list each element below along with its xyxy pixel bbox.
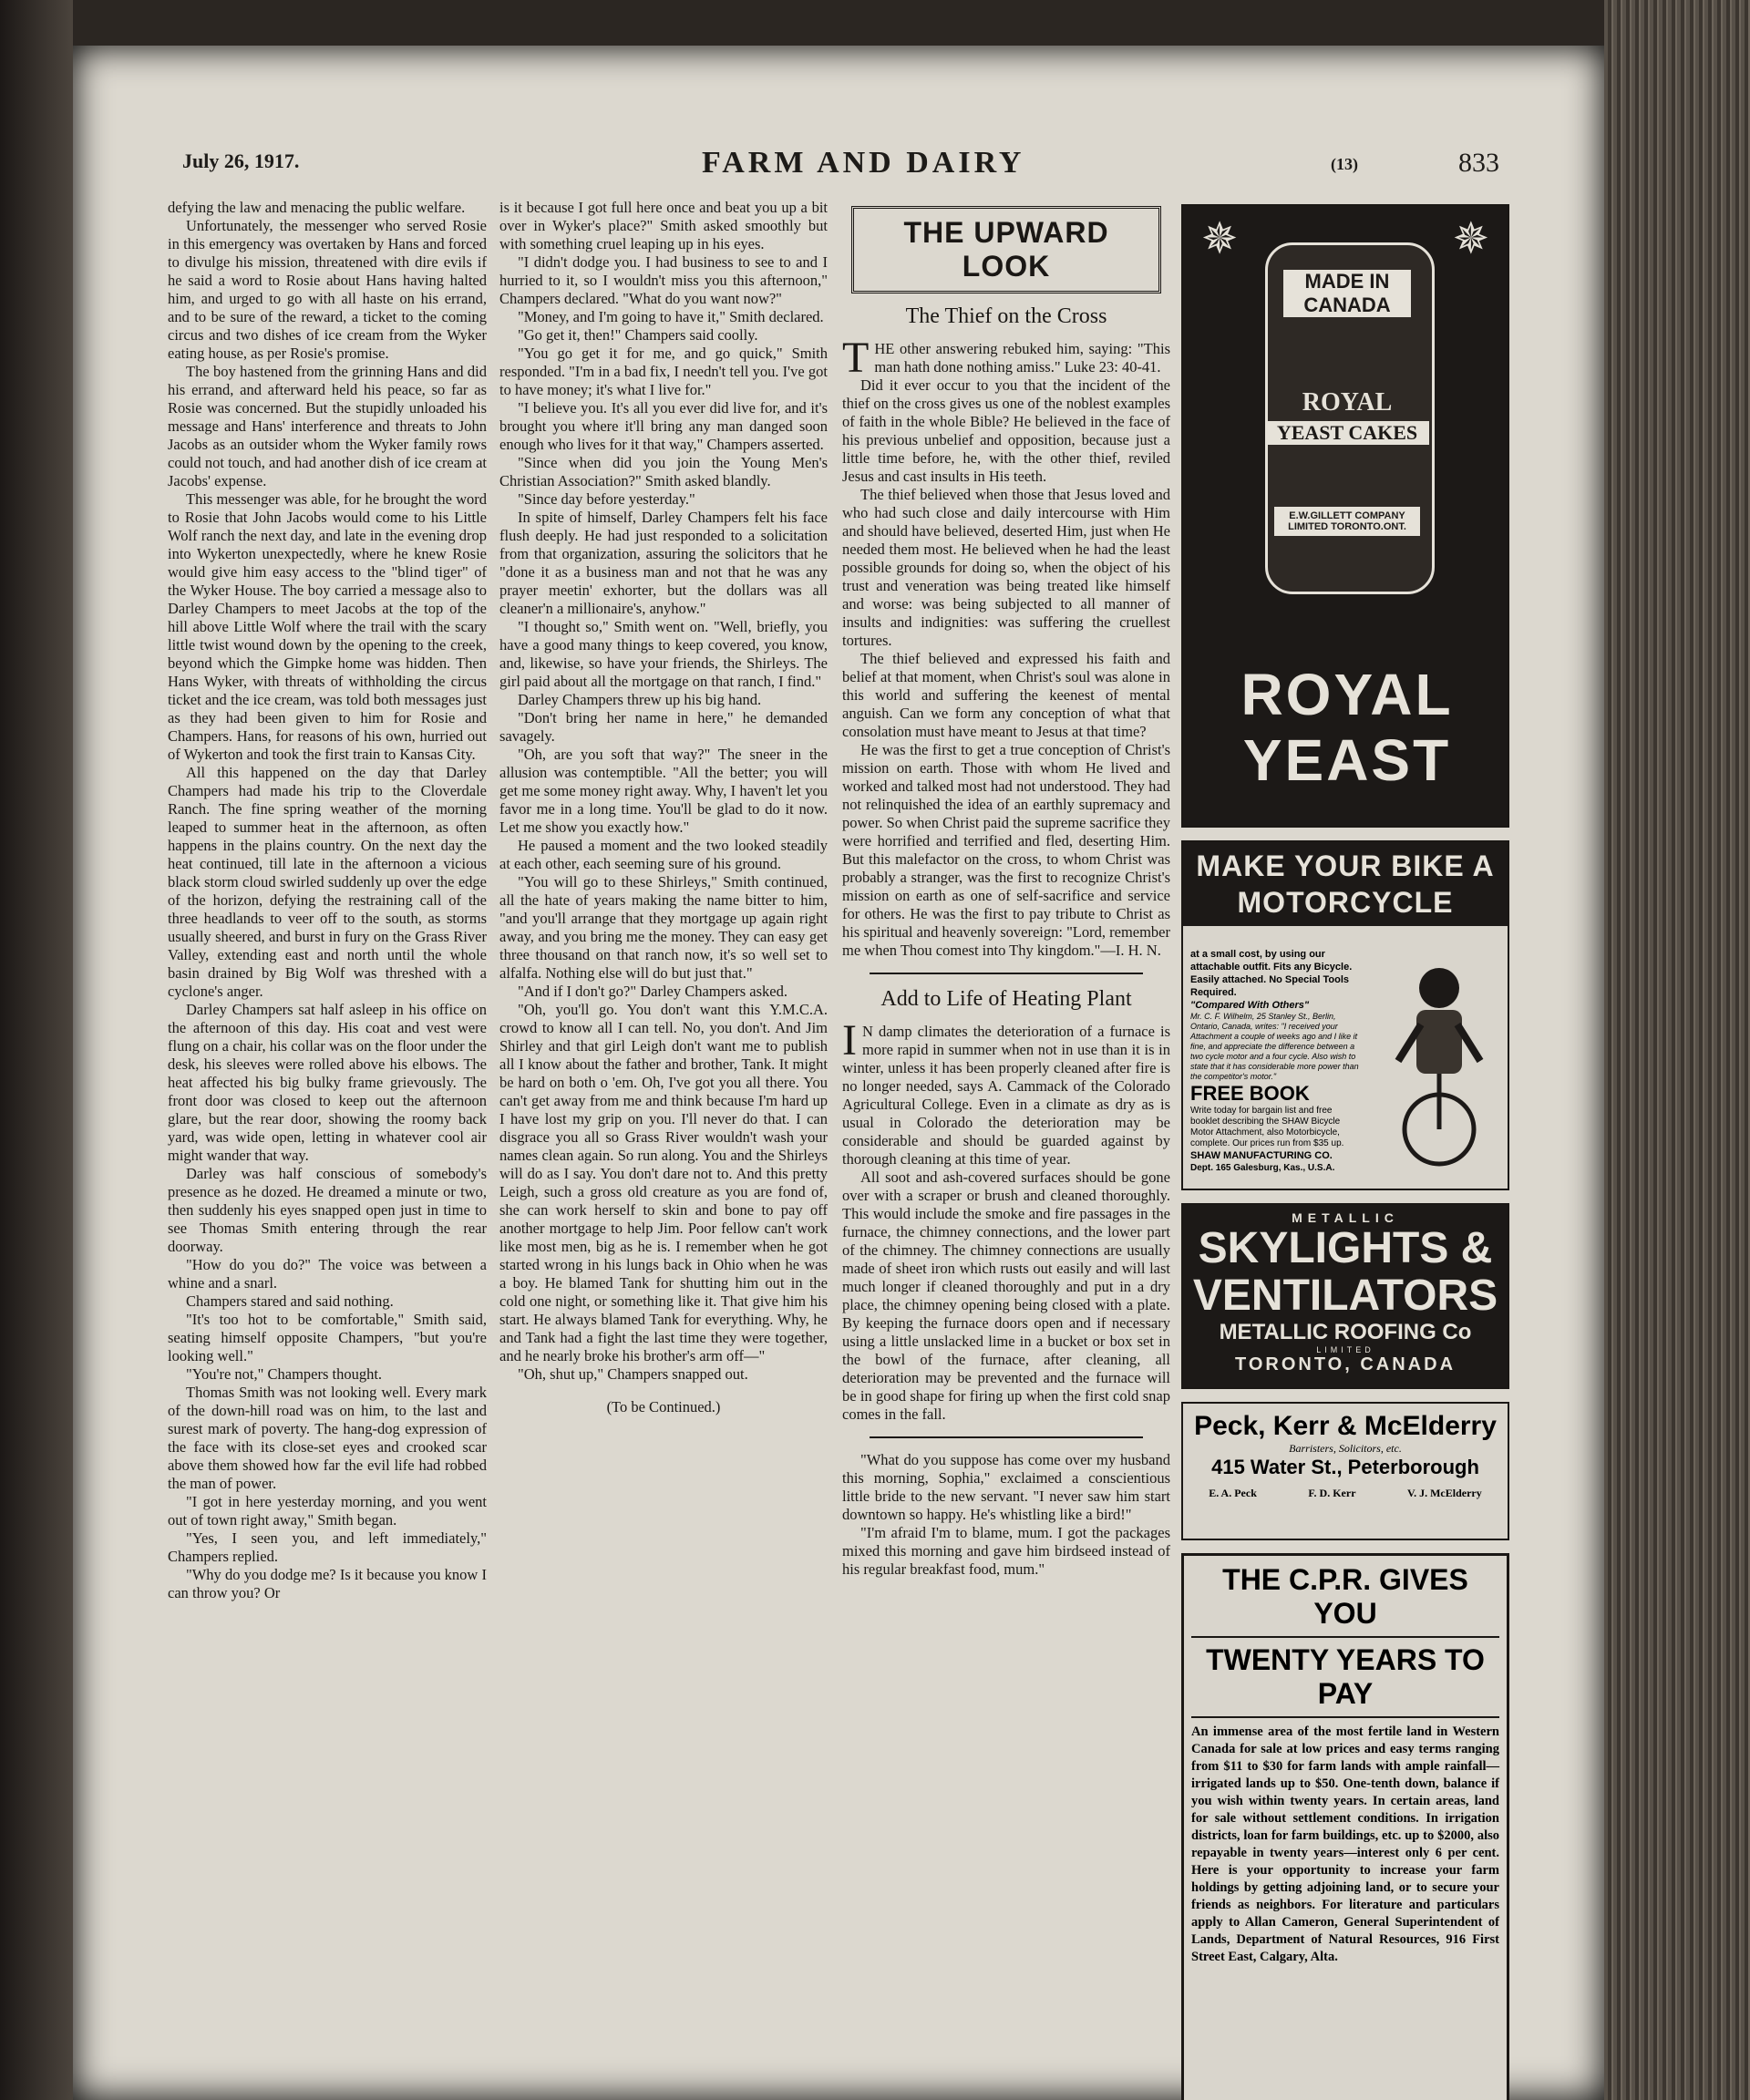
- paragraph: "Since when did you join the Young Men's Christian Association?" Smith asked blandly.: [499, 454, 828, 489]
- paragraph: "You will go to these Shirleys," Smith continued, all the hate of years making the name bitter to him, "and you'll arrange that they mortgage up again right away, and you bring me the money. They can easy get three thousand on that ranch now, it's so well set to alfalfa. Nothing else will do but just that.": [499, 873, 828, 982]
- paragraph: The thief believed and expressed his faith and belief at that moment, when Christ's soul was alone in this world and suffering the keenest of mental anguish. Can we form any conception of what that consolation must have meant to Jesus at that time?: [842, 650, 1170, 740]
- article-title: The Thief on the Cross: [905, 304, 1107, 328]
- paragraph: The thief believed when those that Jesus loved and who had such close and daily intercourse with Him and should have believed, deserted Him, just when He needed them most. He believed when he had the least possible grounds for doing so, when the object of his trust and veneration was being treated like himself and worse: was being subjected to all manner of insults and indignities: was suffering the cruellest tortures.: [842, 486, 1170, 649]
- compared-label: "Compared With Others": [1190, 1000, 1310, 1011]
- paragraph: "Oh, you'll go. You don't want this Y.M.C.A. crowd to know all I can tell. No, you don't. And Jim Shirley and that girl Leigh don't want me to publish all I know about the father and brother, Tank. It might be hard on both o 'em. Oh, I've got you all there. You can't get away from me and think because I'm hard up I have lost my grip on you. I'll never do that. I can disgrace you all so Grass River wouldn't wash your names clean again. So run along. You and the Shirleys will do as I say. You don't dare not to. And this pretty Leigh, such a gross old creature as you are fond of, she can work herself to skin and bone to pay off another mortgage to help Jim. Poor fellow can't work like most men, big as he is. I remember when he got started wrong in his lungs back in Ohio when he was a boy. He blamed Tank for shutting him out in the cold one night, or something like it. That give him his start. He always blamed Tank for everything. Why, he and Tank had a fight the last time they were together, and he nearly broke his brother's arm off—": [499, 1001, 828, 1364]
- paragraph: "It's too hot to be comfortable," Smith said, seating himself opposite Champers, "but you're looking well.": [168, 1311, 487, 1364]
- paragraph-text: HE other answering rebuked him, saying: "This man hath done nothing amiss." Luke 23: 40-41.: [874, 340, 1170, 376]
- paragraph: Champers stared and said nothing.: [186, 1292, 394, 1310]
- paragraph: All soot and ash-covered surfaces should be gone over with a scraper or brush and cleaned thoroughly. This would include the smoke and fire passages in the furnace, the chimney connections, and the lower part of the chimney. The chimney connections are usually made of sheet iron which rusts out easily and will last much longer if cleaned thoroughly and put in a dry place, the chimney opening being closed with a plate. By keeping the furnace doors open and if necessary using a little unslacked lime in a bucket or box set in the bowl of the furnace, after cleaning, all deterioration may be prevented and the furnace will be in good shape for firing up when the first cold snap comes in the fall.: [842, 1168, 1170, 1423]
- sky-line4: METALLIC ROOFING Co: [1219, 1320, 1472, 1344]
- sky-line1: METALLIC: [1292, 1210, 1399, 1225]
- paragraph: "I thought so," Smith went on. "Well, briefly, you have a good many things to keep covered, you know, and, likewise, so have your friends, the Shirleys. The girl paid about all the mortgage on that ranch, I find.": [499, 618, 828, 690]
- bike-company: SHAW MANUFACTURING CO.: [1190, 1150, 1333, 1161]
- paragraph: "You go get it for me, and go quick," Smith responded. "I'm in a bad fix, I needn't tell you. I've got to have money; it's what I live for.": [499, 345, 828, 398]
- royal-yeast-ad: [1181, 204, 1509, 828]
- cpr-headline-1: THE C.P.R. GIVES YOU: [1191, 1563, 1499, 1638]
- paragraph: "Since day before yesterday.": [518, 490, 695, 508]
- paragraph: "I didn't dodge you. I had business to see to and I hurried to it, so I wouldn't miss you this afternoon," Champers declared. "What do you want now?": [499, 253, 828, 307]
- paragraph: "Why do you dodge me? Is it because you know I can throw you? Or: [168, 1566, 487, 1601]
- paragraph: "Don't bring her name in here," he demanded savagely.: [499, 709, 828, 745]
- maple-leaf-icon: ✵: [1452, 213, 1489, 264]
- article-title: Add to Life of Heating Plant: [880, 987, 1132, 1011]
- paragraph: Darley Champers sat half asleep in his office on the afternoon of this day. His coat and vest were flung on a chair, his collar was on the floor under the desk, his sleeves were rolled above his elbows. The heat affected his big bulky frame grievously. The front door was closed to keep out the afternoon glare, but the rear door, showing the roomy back yard, was wide open, letting in whatever cool air might wander that way.: [168, 1001, 487, 1164]
- book-page-edges: [1604, 0, 1750, 2100]
- paragraph: This messenger was able, for he brought the word to Rosie that John Jacobs would come to his Little Wolf ranch the next day, and late in the evening drop into Wykerton unexpectedly, where he knew Rosie would give him easy access to the "blind tiger" of the Wyker House. The boy carried a message also to Darley Champers to meet Jacobs at the top of the hill above Little Wolf where the trail with the scary little twist wound down by the opening to the creek, beyond which the Gimpke home was hidden. Then Hans Wyker, with threats of withholding the circus ticket and the ice cream, was told both messages just as they had been given to him for Rosie and Champers. Hans, for reasons of his own, hurried out of Wykerton and took the first train to Kansas City.: [168, 490, 487, 763]
- paragraph: "Yes, I seen you, and left immediately," Champers replied.: [168, 1529, 487, 1565]
- drop-cap: I: [842, 1016, 857, 1065]
- paragraph: Thomas Smith was not looking well. Every mark of the down-hill road was on him, to the last and surest mark of poverty. The hang-dog expression of the face with its close-set eyes and crooked scar above them showed how far the evil life had robbed the man of power.: [168, 1384, 487, 1492]
- partner: F. D. Kerr: [1308, 1487, 1356, 1499]
- motorcycle-attachment-ad: [1181, 840, 1509, 1190]
- firm-partners: [1183, 1487, 1508, 1500]
- bike-ad-text: at a small cost, by using our attachable outfit. Fits any Bicycle. Easily attached. No Special Tools Required.: [1190, 949, 1353, 998]
- sky-line5: LIMITED: [1316, 1345, 1374, 1354]
- paragraph: defying the law and menacing the public welfare.: [168, 199, 466, 216]
- paragraph: Darley was half conscious of somebody's presence as he dozed. He dreamed a minute or two, then suddenly his eyes snapped open just in time to see Thomas Smith entering through the rear doorway.: [168, 1165, 487, 1255]
- issue-page-marker: (13): [1331, 155, 1358, 173]
- paragraph-text: N damp climates the deterioration of a furnace is more rapid in summer when not in use than it is in winter, unless it has been properly cleaned after fire is no longer needed, says A. Cammack of the Colorado Agricultural College. Even in a climate as dry as is usual in Colorado the deterioration may be considerable and should be guarded against by thorough cleaning at this time of year.: [842, 1023, 1170, 1168]
- issue-date: July 26, 1917.: [182, 149, 300, 172]
- firm-subtitle: Barristers, Solicitors, etc.: [1289, 1442, 1402, 1455]
- paragraph: "Oh, shut up," Champers snapped out.: [518, 1365, 748, 1383]
- paragraph: "Oh, are you soft that way?" The sneer in the allusion was contemptible. "All the better; you will get me some money right away. Why, I haven't let you favor me in a long time. You'll be glad to do it now. Let me show you exactly how.": [499, 746, 828, 836]
- paragraph: [842, 1016, 1170, 1168]
- sky-line6: TORONTO, CANADA: [1234, 1354, 1457, 1374]
- made-in-canada-label: MADE IN CANADA: [1283, 270, 1411, 317]
- drop-cap: T: [842, 334, 870, 382]
- firm-name: Peck, Kerr & McElderry: [1194, 1411, 1497, 1441]
- running-header: [109, 146, 1531, 191]
- paragraph: "You're not," Champers thought.: [186, 1365, 383, 1383]
- section-box-title: THE UPWARD LOOK: [851, 206, 1161, 293]
- paragraph: The boy hastened from the grinning Hans and did his errand, and afterward held his peace, so far as Rosie was concerned. But the stupidly unloaded his message and Hans' interference and threats to John Jacobs as an outsider whom the Wyker family rows could not touch, and had another dish of ice cream at Jacobs' expense.: [168, 363, 487, 489]
- firm-address: 415 Water St., Peterborough: [1211, 1456, 1479, 1478]
- paragraph: He paused a moment and the two looked steadily at each other, each seeming sure of his ground.: [499, 837, 828, 872]
- free-book-text: Write today for bargain list and free booklet describing the SHAW Bicycle Motor Attachment, also Motorbicycle, complete. Our prices run from $35 up.: [1190, 1106, 1344, 1148]
- publication-title: FARM AND DAIRY: [702, 146, 1025, 180]
- paragraph: He was the first to get a true conception of Christ's mission on earth. Those with whom He lived and worked and talked most had not understood. They had not relinquished the idea of an earthly supremacy and power. So when Christ paid the supreme sacrifice they were horrified and terrified and fled, deserting Him. But this malefactor on the cross, to whom Christ was probably a stranger, was the first to recognize Christ's mission on earth as one of self-sacrifice and service for others. He was the first to pay tribute to Christ as his spiritual and heavenly sovereign: "Lord, remember me when Thou comest into Thy kingdom."—I. H. N.: [842, 741, 1170, 959]
- paragraph: "Money, and I'm going to have it," Smith declared.: [518, 308, 824, 325]
- can-company: E.W.GILLETT COMPANY LIMITED TORONTO.ONT.: [1274, 507, 1420, 536]
- bike-dept: Dept. 165 Galesburg, Kas., U.S.A.: [1190, 1163, 1335, 1173]
- sky-line2: SKYLIGHTS &: [1198, 1224, 1493, 1272]
- paragraph: Darley Champers threw up his big hand.: [518, 691, 762, 708]
- bike-ad-body: [1190, 948, 1364, 1175]
- divider: [870, 1436, 1143, 1438]
- cpr-body: An immense area of the most fertile land in Western Canada for sale at low prices and easy terms ranging from $11 to $30 for farm lands with ample rainfall—irrigated lands up to $50. One-tenth down, balance if you wish within twenty years. In certain areas, land for sale without settlement conditions. In irrigation districts, loan for farm buildings, etc. up to $2000, also repayable in twenty years—interest only 6 per cent. Here is your opportunity to increase your farm holdings by getting adjoining land, or to secure your friends as neighbors. For literature and particulars apply to Allan Cameron, General Superintendent of Lands, Department of Natural Resources, 916 First Street East, Calgary, Alta.: [1191, 1724, 1499, 1964]
- paragraph: is it because I got full here once and beat you up a bit over in Wyker's place?" Smith asked smoothly but with something cruel leaping up in his eyes.: [499, 199, 828, 252]
- paragraph: [842, 334, 1170, 382]
- left-margin-shadow: [0, 0, 73, 2100]
- testimonial: Mr. C. F. Wilhelm, 25 Stanley St., Berlin, Ontario, Canada, writes: "I received your Attachment a couple of weeks ago and I like it fine, and appreciate the difference between a two cycle motor and a four cycle. Also wish to state that it has considerable more power than the competitor's motor.": [1190, 1012, 1359, 1081]
- paragraph: Did it ever occur to you that the incident of the thief on the cross gives us one of the noblest examples of faith in the whole Bible? He believed in the face of his previous unbelief and opposition, because just a little time before, he, with the other thief, reviled Jesus and cast insults in His teeth.: [842, 376, 1170, 485]
- bike-ad-headline: MAKE YOUR BIKE A MOTORCYCLE: [1183, 842, 1508, 926]
- sky-line3: VENTILATORS: [1192, 1271, 1498, 1320]
- paragraph: "And if I don't go?" Darley Champers asked.: [518, 983, 788, 1000]
- story-column-2: [499, 199, 828, 1985]
- devotional-column: [842, 199, 1170, 1985]
- page-number: 833: [1458, 148, 1499, 178]
- free-book-label: FREE BOOK: [1190, 1082, 1310, 1105]
- partner: E. A. Peck: [1209, 1487, 1257, 1499]
- partner: V. J. McElderry: [1406, 1487, 1482, 1499]
- can-product: YEAST CAKES: [1265, 421, 1429, 445]
- royal-yeast-headline: ROYAL YEAST: [1240, 662, 1454, 793]
- paragraph: "What do you suppose has come over my husband this morning, Sophia," exclaimed a conscientious little bride to the new servant. "I never saw him start downtown so happy. He's whistling like a bird!": [842, 1451, 1170, 1523]
- divider: [870, 973, 1143, 974]
- story-column-1: [168, 199, 487, 1985]
- can-brand: ROYAL: [1302, 388, 1393, 417]
- paragraph: "How do you do?" The voice was between a whine and a snarl.: [168, 1256, 487, 1292]
- paragraph: Unfortunately, the messenger who served Rosie in this emergency was overtaken by Hans and forced to divulge his mission, threatened with dire evils if he said a word to Rosie about Hans having halted him, and urged to go with all haste on his errand, and to be sure of the reward, a ticket to the coming circus and two dishes of ice cream from the Wyker eating house, as per Rosie's promise.: [168, 217, 487, 362]
- paragraph: In spite of himself, Darley Champers felt his face flush deeply. He had just responded to a solicitation from that organization, assuring the solicitors that he "done it as a business man and not that he was any prayer meetin' exhorter, but the dollars was all cleaner'n a millionaire's, anyhow.": [499, 509, 828, 617]
- paragraph: "Go get it, then!" Champers said coolly.: [518, 326, 758, 344]
- to-be-continued: (To be Continued.): [606, 1398, 721, 1415]
- paragraph: "I believe you. It's all you ever did live for, and it's brought you where it'll bring any man danged soon enough who lives for it that way," Champers asserted.: [499, 399, 828, 453]
- law-firm-ad: [1181, 1402, 1509, 1540]
- paragraph: "I got in here yesterday morning, and you went out of town right away," Smith began.: [168, 1493, 487, 1529]
- cpr-land-ad: [1181, 1553, 1509, 2100]
- maple-leaf-icon: ✵: [1201, 213, 1239, 264]
- motorcyclist-illustration: [1380, 952, 1498, 1170]
- cpr-headline-2: TWENTY YEARS TO PAY: [1191, 1643, 1499, 1718]
- advertisement-column: [1181, 204, 1509, 2100]
- skylights-ad: [1181, 1203, 1509, 1389]
- paragraph: "I'm afraid I'm to blame, mum. I got the packages mixed this morning and gave him birdseed instead of his regular breakfast food, mum.": [842, 1524, 1170, 1578]
- paragraph: All this happened on the day that Darley Champers had made his trip to the Cloverdale Ranch. The fine spring weather of the morning leaped to summer heat in the afternoon, as often happens in the plains country. On the next day the heat continued, till late in the afternoon a vicious black storm cloud swirled suddenly up over the edge of the horizon, defying the restraining call of the three headlands to veer off to the south, as storms usually sheered, and burst in fury on the Grass River Valley, extending east and north until the whole basin drained by Big Wolf was threshed with a cyclone's anger.: [168, 764, 487, 1000]
